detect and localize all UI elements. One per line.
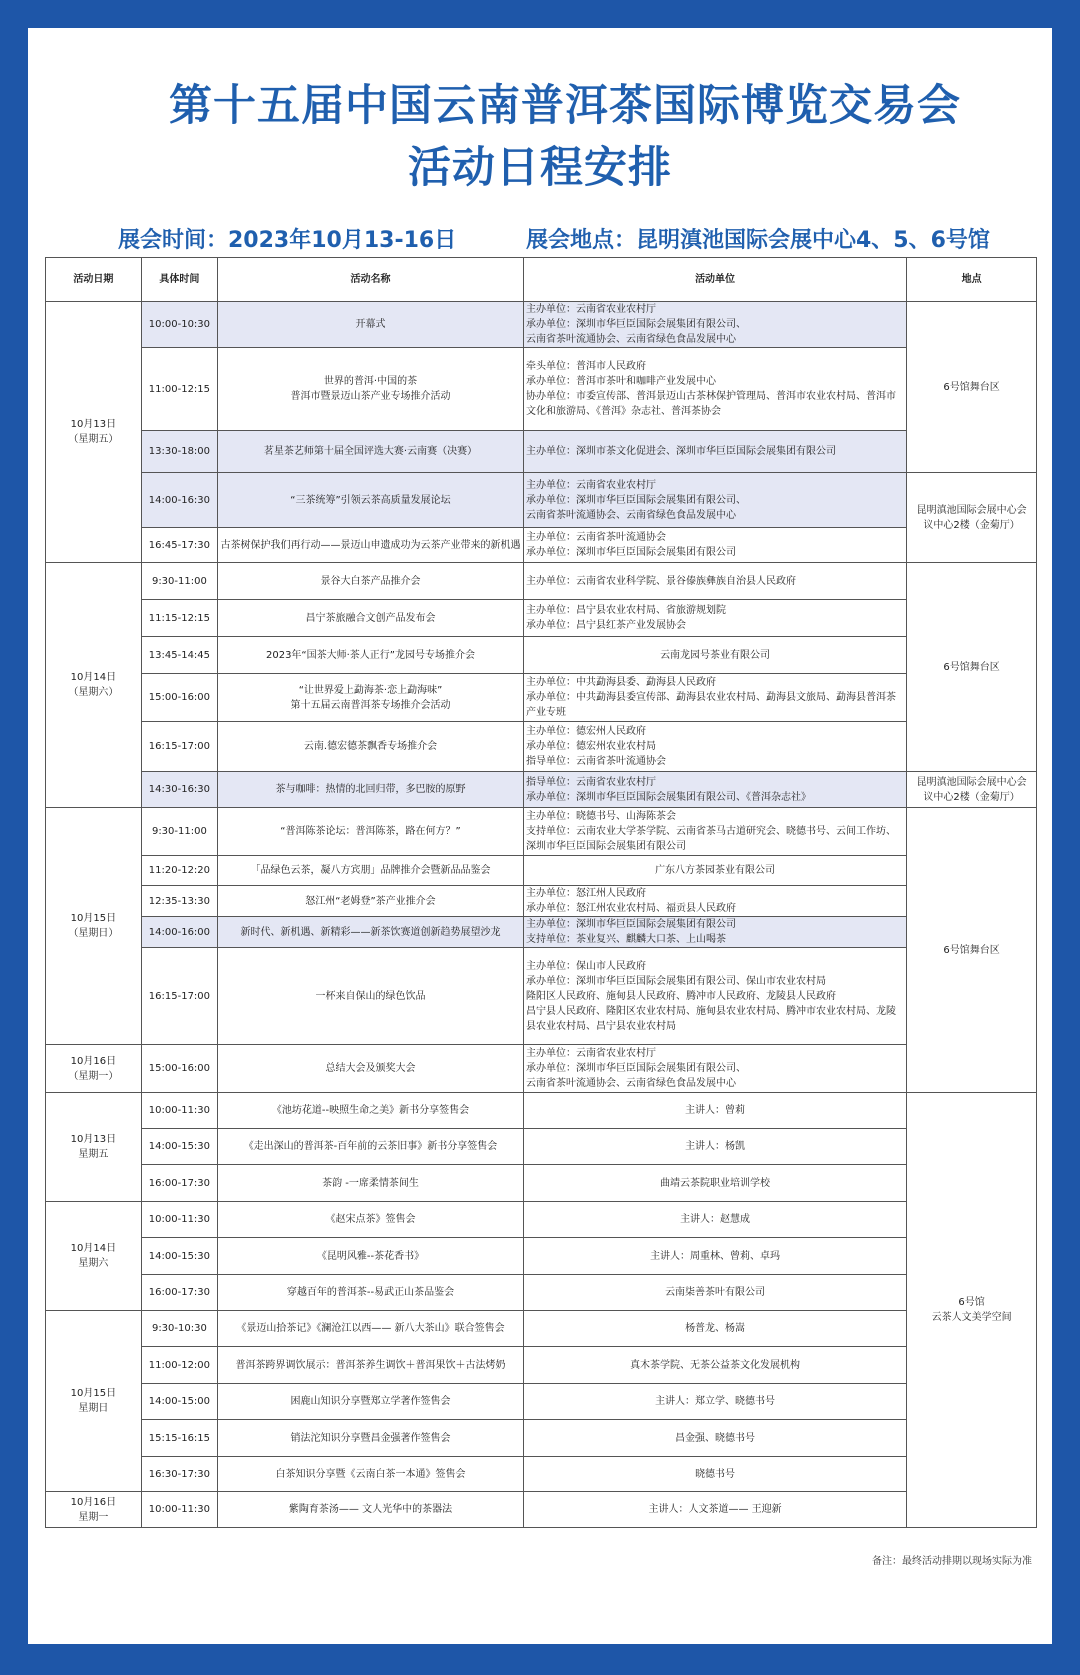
org-cell: 主讲人：周重林、曾莉、卓玛 — [523, 1238, 906, 1275]
place-cell: 昆明滇池国际会展中心会 议中心2楼（金菊厅） — [907, 772, 1037, 808]
activity-cell: 《赵宋点茶》签售会 — [218, 1202, 524, 1238]
time-cell: 11:15-12:15 — [141, 600, 217, 637]
time-cell: 16:30-17:30 — [141, 1457, 217, 1492]
table-row — [46, 528, 1037, 563]
activity-cell: 《池坊花道--映照生命之美》新书分享签售会 — [218, 1093, 524, 1129]
org-cell: 主讲人：赵慧成 — [523, 1202, 906, 1238]
time-cell: 9:30-10:30 — [141, 1311, 217, 1347]
table-row — [46, 886, 1037, 917]
org-cell: 主办单位：云南省农业农村厅 承办单位：深圳市华巨臣国际会展集团有限公司、 云南省茶叶流通协会、云南省绿色食品发展中心 — [523, 302, 906, 348]
table-row — [46, 348, 1037, 431]
org-cell: 杨普龙、杨嵩 — [523, 1311, 906, 1347]
table-row — [46, 1275, 1037, 1311]
activity-cell: 云南.德宏德茶飘香专场推介会 — [218, 722, 524, 772]
date-cell: 10月13日 （星期五） — [46, 302, 142, 563]
time-cell: 10:00-11:30 — [141, 1202, 217, 1238]
table-row — [46, 1384, 1037, 1420]
org-cell: 主讲人：曾莉 — [523, 1093, 906, 1129]
org-cell: 主办单位：怒江州人民政府 承办单位：怒江州农业农村局、福贡县人民政府 — [523, 886, 906, 917]
org-cell: 云南龙园号茶业有限公司 — [523, 637, 906, 674]
time-cell: 10:00-11:30 — [141, 1093, 217, 1129]
org-cell: 主办单位：晓德书号、山海陈茶会 支持单位：云南农业大学茶学院、云南省茶马古道研究会、晓德书号、云间工作坊、深圳市华巨臣国际会展集团有限公司 — [523, 808, 906, 856]
time-cell: 10:00-11:30 — [141, 1492, 217, 1528]
activity-cell: 《景迈山拾茶记》《澜沧江以西—— 新八大茶山》联合签售会 — [218, 1311, 524, 1347]
time-cell: 16:00-17:30 — [141, 1165, 217, 1202]
table-row — [46, 1202, 1037, 1238]
org-cell: 主办单位：云南省农业农村厅 承办单位：深圳市华巨臣国际会展集团有限公司、 云南省茶叶流通协会、云南省绿色食品发展中心 — [523, 473, 906, 528]
header-date: 活动日期 — [46, 258, 142, 302]
org-cell: 主办单位：云南省农业农村厅 承办单位：深圳市华巨臣国际会展集团有限公司、 云南省茶叶流通协会、云南省绿色食品发展中心 — [523, 1045, 906, 1093]
table-row — [46, 1311, 1037, 1347]
table-row — [46, 1045, 1037, 1093]
org-cell: 晓德书号 — [523, 1457, 906, 1492]
activity-cell: 新时代、新机遇、新精彩——新茶饮赛道创新趋势展望沙龙 — [218, 917, 524, 948]
exhibition-time: 展会时间：2023年10月13-16日 — [118, 228, 457, 253]
schedule-table — [45, 257, 1037, 1528]
date-cell: 10月16日 （星期一） — [46, 1045, 142, 1093]
page-subtitle: 活动日程安排 — [408, 143, 672, 193]
activity-cell: 销法沱知识分享暨昌金强著作签售会 — [218, 1420, 524, 1457]
time-cell: 11:00-12:15 — [141, 348, 217, 431]
org-cell: 云南柒善茶叶有限公司 — [523, 1275, 906, 1311]
org-cell: 指导单位：云南省农业农村厅 承办单位：深圳市华巨臣国际会展集团有限公司、《普洱杂志社》 — [523, 772, 906, 808]
time-cell: 14:00-15:00 — [141, 1384, 217, 1420]
activity-cell: 「品绿色云茶，凝八方宾朋」品牌推介会暨新品品鉴会 — [218, 856, 524, 886]
header-place: 地点 — [907, 258, 1037, 302]
time-cell: 14:00-16:00 — [141, 917, 217, 948]
time-cell: 14:30-16:30 — [141, 772, 217, 808]
org-cell: 主讲人：杨凯 — [523, 1129, 906, 1165]
activity-cell: 世界的普洱·中国的茶 普洱市暨景迈山茶产业专场推介活动 — [218, 348, 524, 431]
time-cell: 9:30-11:00 — [141, 563, 217, 600]
exhibition-venue: 展会地点：昆明滇池国际会展中心4、5、6号馆 — [526, 228, 990, 253]
time-cell: 16:00-17:30 — [141, 1275, 217, 1311]
table-row — [46, 674, 1037, 722]
schedule-sheet — [28, 28, 1052, 1644]
place-cell: 6号馆舞台区 — [907, 563, 1037, 772]
table-row — [46, 1492, 1037, 1528]
place-cell: 6号馆舞台区 — [907, 808, 1037, 1093]
place-cell: 6号馆 云茶人文美学空间 — [907, 1093, 1037, 1528]
activity-cell: 茶与咖啡：热情的北回归带，多巴胺的原野 — [218, 772, 524, 808]
time-cell: 14:00-15:30 — [141, 1238, 217, 1275]
date-cell: 10月14日 （星期六） — [46, 563, 142, 808]
time-cell: 9:30-11:00 — [141, 808, 217, 856]
org-cell: 曲靖云茶院职业培训学校 — [523, 1165, 906, 1202]
header-time: 具体时间 — [141, 258, 217, 302]
time-cell: 13:45-14:45 — [141, 637, 217, 674]
table-row — [46, 1457, 1037, 1492]
activity-cell: 《昆明风雅--茶花香书》 — [218, 1238, 524, 1275]
org-cell: 主办单位：昌宁县农业农村局、省旅游规划院 承办单位：昌宁县红茶产业发展协会 — [523, 600, 906, 637]
date-cell: 10月15日 星期日 — [46, 1311, 142, 1492]
time-cell: 15:15-16:15 — [141, 1420, 217, 1457]
time-cell: 11:20-12:20 — [141, 856, 217, 886]
time-cell: 15:00-16:00 — [141, 1045, 217, 1093]
table-row — [46, 563, 1037, 600]
table-row — [46, 1165, 1037, 1202]
place-cell: 昆明滇池国际会展中心会 议中心2楼（金菊厅） — [907, 473, 1037, 563]
activity-cell: 开幕式 — [218, 302, 524, 348]
header-org: 活动单位 — [523, 258, 906, 302]
place-cell: 6号馆舞台区 — [907, 302, 1037, 473]
org-cell: 主办单位：德宏州人民政府 承办单位：德宏州农业农村局 指导单位：云南省茶叶流通协会 — [523, 722, 906, 772]
org-cell: 主办单位：深圳市华巨臣国际会展集团有限公司 支持单位：茶业复兴、麒麟大口茶、上山喝茶 — [523, 917, 906, 948]
header-name: 活动名称 — [218, 258, 524, 302]
footnote: 备注：最终活动排期以现场实际为准 — [872, 1556, 1032, 1567]
org-cell: 牵头单位：普洱市人民政府 承办单位：普洱市茶叶和咖啡产业发展中心 协办单位：市委宣传部、普洱景迈山古茶林保护管理局、普洱市农业农村局、普洱市文化和旅游局、《普洱》杂志社、普洱茶协会 — [523, 348, 906, 431]
activity-cell: 茶韵 -一席柔情茶间生 — [218, 1165, 524, 1202]
date-cell: 10月13日 星期五 — [46, 1093, 142, 1202]
org-cell: 主办单位：云南省农业科学院、景谷傣族彝族自治县人民政府 — [523, 563, 906, 600]
activity-cell: 普洱茶跨界调饮展示：普洱茶养生调饮＋普洱果饮＋古法烤奶 — [218, 1347, 524, 1384]
table-row — [46, 473, 1037, 528]
table-header-row — [46, 258, 1037, 302]
activity-cell: “三茶统筹”引领云茶高质量发展论坛 — [218, 473, 524, 528]
time-cell: 11:00-12:00 — [141, 1347, 217, 1384]
org-cell: 广东八方茶园茶业有限公司 — [523, 856, 906, 886]
activity-cell: 怒江州“老姆登”茶产业推介会 — [218, 886, 524, 917]
org-cell: 真木茶学院、无茶公益茶文化发展机构 — [523, 1347, 906, 1384]
time-cell: 14:00-15:30 — [141, 1129, 217, 1165]
time-cell: 16:15-17:00 — [141, 722, 217, 772]
table-row — [46, 772, 1037, 808]
table-row — [46, 856, 1037, 886]
table-row — [46, 1420, 1037, 1457]
org-cell: 主讲人：郑立学、晓德书号 — [523, 1384, 906, 1420]
time-cell: 16:15-17:00 — [141, 948, 217, 1045]
activity-cell: 一杯来自保山的绿色饮品 — [218, 948, 524, 1045]
activity-cell: 2023年“国茶大师·茶人正行”龙园号专场推介会 — [218, 637, 524, 674]
time-cell: 14:00-16:30 — [141, 473, 217, 528]
activity-cell: 景谷大白茶产品推介会 — [218, 563, 524, 600]
time-cell: 12:35-13:30 — [141, 886, 217, 917]
time-cell: 13:30-18:00 — [141, 431, 217, 473]
table-row — [46, 1238, 1037, 1275]
time-cell: 15:00-16:00 — [141, 674, 217, 722]
org-cell: 主办单位：云南省茶叶流通协会 承办单位：深圳市华巨臣国际会展集团有限公司 — [523, 528, 906, 563]
activity-cell: 紫陶育茶汤—— 文人光华中的茶器法 — [218, 1492, 524, 1528]
date-cell: 10月15日 （星期日） — [46, 808, 142, 1045]
org-cell: 昌金强、晓德书号 — [523, 1420, 906, 1457]
activity-cell: 昌宁茶旅融合文创产品发布会 — [218, 600, 524, 637]
activity-cell: 穿越百年的普洱茶--易武正山茶品鉴会 — [218, 1275, 524, 1311]
time-cell: 10:00-10:30 — [141, 302, 217, 348]
org-cell: 主讲人：人文茶道—— 王迎新 — [523, 1492, 906, 1528]
table-row — [46, 600, 1037, 637]
org-cell: 主办单位：深圳市茶文化促进会、深圳市华巨臣国际会展集团有限公司 — [523, 431, 906, 473]
date-cell: 10月14日 星期六 — [46, 1202, 142, 1311]
activity-cell: 总结大会及颁奖大会 — [218, 1045, 524, 1093]
table-row — [46, 637, 1037, 674]
activity-cell: 茗星茶艺师第十届全国评选大赛·云南赛（决赛） — [218, 431, 524, 473]
activity-cell: “让世界爱上勐海茶·恋上勐海味” 第十五届云南普洱茶专场推介会活动 — [218, 674, 524, 722]
org-cell: 主办单位：保山市人民政府 承办单位：深圳市华巨臣国际会展集团有限公司、保山市农业农村局 隆阳区人民政府、施甸县人民政府、腾冲市人民政府、龙陵县人民政府 昌宁县人民政府、隆阳区农业农村局、施甸县农业农村局、腾冲市农业农村局、龙陵县农业农村局、昌宁县农业农村局 — [523, 948, 906, 1045]
activity-cell: 古茶树保护我们再行动——景迈山申遗成功为云茶产业带来的新机遇 — [218, 528, 524, 563]
date-cell: 10月16日 星期一 — [46, 1492, 142, 1528]
org-cell: 主办单位：中共勐海县委、勐海县人民政府 承办单位：中共勐海县委宣传部、勐海县农业农村局、勐海县文旅局、勐海县普洱茶产业专班 — [523, 674, 906, 722]
activity-cell: 白茶知识分享暨《云南白茶一本通》签售会 — [218, 1457, 524, 1492]
table-row — [46, 302, 1037, 348]
table-row — [46, 1093, 1037, 1129]
activity-cell: 《走出深山的普洱茶-百年前的云茶旧事》新书分享签售会 — [218, 1129, 524, 1165]
table-row — [46, 948, 1037, 1045]
table-row — [46, 431, 1037, 473]
activity-cell: 困鹿山知识分享暨郑立学著作签售会 — [218, 1384, 524, 1420]
table-row — [46, 722, 1037, 772]
activity-cell: “普洱陈茶论坛：普洱陈茶，路在何方？” — [218, 808, 524, 856]
table-row — [46, 808, 1037, 856]
table-row — [46, 917, 1037, 948]
table-row — [46, 1347, 1037, 1384]
table-row — [46, 1129, 1037, 1165]
page-title: 第十五届中国云南普洱茶国际博览交易会 — [169, 81, 961, 131]
time-cell: 16:45-17:30 — [141, 528, 217, 563]
